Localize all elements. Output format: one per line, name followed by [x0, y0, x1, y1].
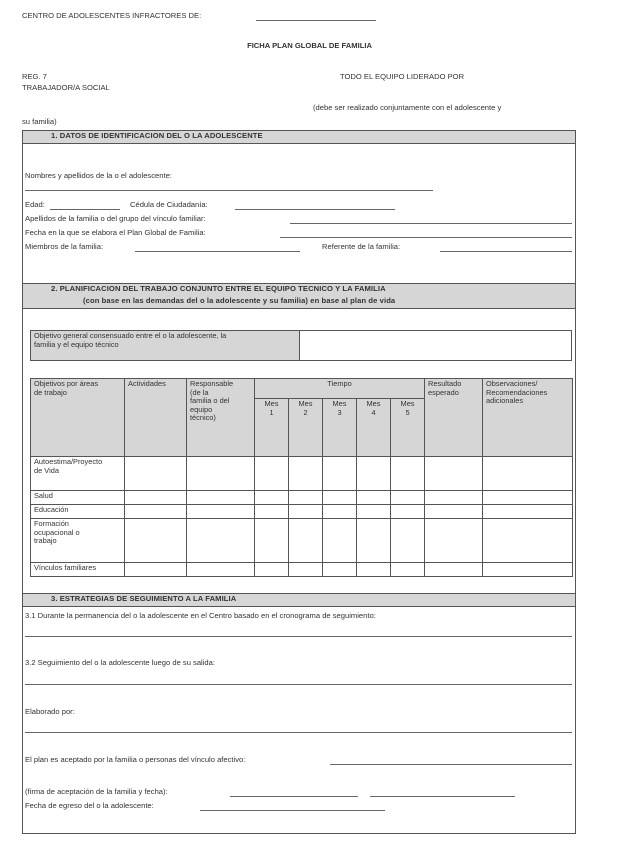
centro-label: CENTRO DE ADOLESCENTES INFRACTORES DE:: [22, 11, 202, 20]
table-row: [31, 563, 573, 577]
col-mes-5: Mes 5: [391, 399, 425, 457]
table-row: [31, 491, 573, 505]
row-label-autoestima: Autoestima/Proyecto de Vida: [31, 457, 125, 491]
table-row: [31, 505, 573, 519]
role-label: TRABAJADOR/A SOCIAL: [22, 83, 110, 92]
objetivo-general-label: Objetivo general consensuado entre el o la adolescente, la familia y el equipo técnico: [31, 331, 300, 361]
elaborado-field[interactable]: [25, 732, 572, 733]
page-title: FICHA PLAN GLOBAL DE FAMILIA: [247, 41, 372, 50]
fecha-aceptacion-field[interactable]: [370, 796, 515, 797]
egreso-label: Fecha de egreso del o la adolescente:: [25, 801, 154, 810]
col-tiempo: Tiempo: [255, 379, 425, 399]
firma-label: (firma de aceptación de la familia y fecha):: [25, 787, 168, 796]
section-2-subtitle: (con base en las demandas del o la adolescente y su familia) en base al plan de vida: [83, 296, 396, 305]
section-2-title: 2. PLANIFICACION DEL TRABAJO CONJUNTO ENTRE EL EQUIPO TECNICO Y LA FAMILIA: [51, 284, 386, 293]
apellidos-familia-field[interactable]: [290, 223, 572, 224]
section-1-header: [22, 130, 576, 144]
col-objetivos: Objetivos por áreas de trabajo: [31, 379, 125, 457]
team-label: TODO EL EQUIPO LIDERADO POR: [340, 72, 465, 81]
fecha-plan-label: Fecha en la que se elabora el Plan Global de Familia:: [25, 228, 206, 237]
nombres-field[interactable]: [25, 190, 433, 191]
miembros-label: Miembros de la familia:: [25, 242, 104, 251]
section-3-title: 3. ESTRATEGIAS DE SEGUIMIENTO A LA FAMILIA: [51, 594, 237, 603]
egreso-field[interactable]: [200, 810, 385, 811]
edad-label: Edad:: [25, 200, 45, 209]
edad-field[interactable]: [50, 209, 120, 210]
section-1-title: 1. DATOS DE IDENTIFICACION DEL O LA ADOLESCENTE: [51, 131, 263, 140]
nombres-label: Nombres y apellidos de la o el adolescente:: [25, 171, 172, 180]
row-label-formacion: Formación ocupacional o trabajo: [31, 519, 125, 563]
referente-field[interactable]: [440, 251, 572, 252]
table-row: [31, 457, 573, 491]
section-2-header: [22, 283, 576, 309]
elaborado-label: Elaborado por:: [25, 707, 75, 716]
section-3-header: [22, 593, 576, 607]
col-responsable: Responsable (de la familia o del equipo técnico): [187, 379, 255, 457]
seguimiento-durante-label: 3.1 Durante la permanencia del o la adolescente en el Centro basado en el cronograma de seguimiento:: [25, 611, 376, 620]
seguimiento-salida-field[interactable]: [25, 684, 572, 685]
objetivo-general-table: [30, 330, 572, 361]
col-mes-4: Mes 4: [357, 399, 391, 457]
table-row: [31, 519, 573, 563]
row-label-educacion: Educación: [31, 505, 125, 519]
fecha-plan-field[interactable]: [280, 237, 572, 238]
referente-label: Referente de la familia:: [322, 242, 401, 251]
row-label-salud: Salud: [31, 491, 125, 505]
reg-label: REG. 7: [22, 72, 47, 81]
col-mes-1: Mes 1: [255, 399, 289, 457]
seguimiento-salida-label: 3.2 Seguimiento del o la adolescente luego de su salida:: [25, 658, 215, 667]
objetivo-general-field[interactable]: [300, 331, 572, 361]
aceptado-field[interactable]: [330, 764, 572, 765]
apellidos-familia-label: Apellidos de la familia o del grupo del vínculo familiar:: [25, 214, 206, 223]
row-label-vinculos: Vínculos familiares: [31, 563, 125, 577]
col-mes-3: Mes 3: [323, 399, 357, 457]
col-mes-2: Mes 2: [289, 399, 323, 457]
planificacion-table: [30, 378, 573, 577]
note-line-1: (debe ser realizado conjuntamente con el adolescente y: [313, 103, 502, 112]
aceptado-label: El plan es aceptado por la familia o personas del vínculo afectivo:: [25, 755, 246, 764]
cedula-label: Cédula de Ciudadanía:: [130, 200, 208, 209]
cedula-field[interactable]: [235, 209, 395, 210]
col-observaciones: Observaciones/ Recomendaciones adicionales: [483, 379, 573, 457]
centro-field[interactable]: [256, 20, 376, 21]
col-actividades: Actividades: [125, 379, 187, 457]
note-line-2: su familia): [22, 117, 57, 126]
col-resultado: Resultado esperado: [425, 379, 483, 457]
seguimiento-durante-field[interactable]: [25, 636, 572, 637]
firma-field[interactable]: [230, 796, 358, 797]
miembros-field[interactable]: [135, 251, 300, 252]
